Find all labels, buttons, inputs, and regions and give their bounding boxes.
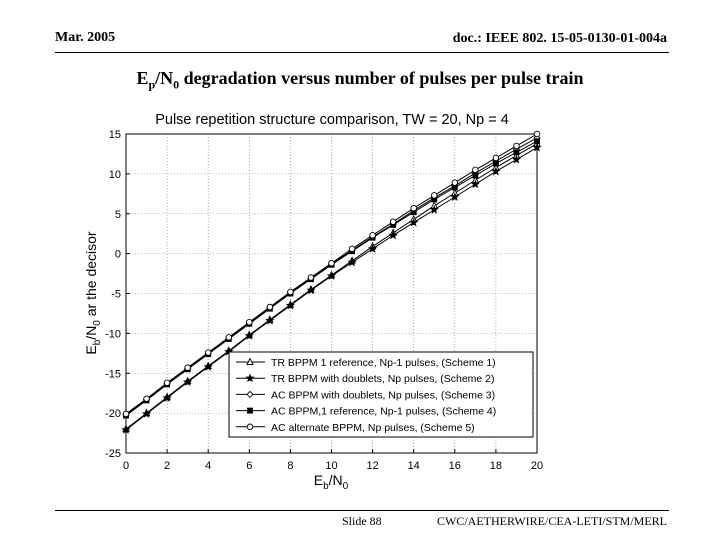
data-point [164,380,170,386]
x-tick-label: 0 [122,460,130,472]
data-point [185,365,191,371]
x-axis-label-rest: /N [328,472,343,488]
data-point [514,150,519,155]
legend-entry [236,389,495,401]
data-point [390,219,396,225]
y-tick-label: -20 [105,408,121,421]
slide-title-part2: /N [155,68,174,88]
chart-title: Pulse repetition structure comparison, TW = 20, Np = 4 [155,112,509,128]
slide-title-part3: degradation versus number of pulses per pulse train [179,68,584,88]
x-axis-label-main: E [313,472,324,488]
legend-entry [236,357,496,369]
x-tick-label: 16 [448,460,461,472]
x-tick-label: 4 [205,460,212,472]
legend-entry [236,406,496,418]
y-tick-label: -5 [111,288,121,301]
y-tick-label: -25 [105,448,121,460]
data-point [452,180,458,186]
y-tick-label: 0 [114,248,121,261]
data-point [535,139,540,144]
y-axis-label-rest: /N [83,325,99,340]
y-axis-label-sub: b [92,339,103,346]
data-point [226,335,232,341]
x-axis-label-sub: b [323,481,329,492]
legend-swatch-marker [247,424,253,430]
legend-label: AC alternate BPPM, Np pulses, (Scheme 5) [271,421,475,434]
footer-divider [55,510,669,511]
x-tick-label: 2 [164,460,171,472]
data-point [267,304,273,310]
legend-swatch-marker [248,408,253,413]
y-tick-label: -10 [105,328,121,341]
legend-label: AC BPPM,1 reference, Np-1 pulses, (Scheme 4) [271,405,497,418]
x-tick-label: 18 [489,460,503,472]
legend-entry [236,422,475,434]
x-tick-label: 10 [325,460,338,472]
data-point [247,319,253,325]
y-axis-label-sub2: 0 [92,320,103,326]
slide-title-sub1: p [148,77,156,92]
data-point [308,275,314,281]
legend-label: TR BPPM 1 reference, Np-1 pulses, (Scheme 1) [271,357,496,369]
data-point [493,161,498,166]
legend [229,352,533,437]
x-tick-label: 6 [246,460,253,472]
data-point [370,232,376,238]
footer-org: CWC/AETHERWIRE/CEA-LETI/STM/MERL [437,514,667,528]
x-axis-label-sub2: 0 [342,481,349,492]
y-axis-label-main: E [83,345,99,355]
header-date: Mar. 2005 [55,30,116,45]
x-axis-label [314,472,349,492]
data-point [205,350,211,356]
data-point [411,205,417,211]
header-doc-id: doc.: IEEE 802. 15-05-0130-01-004a [452,31,667,46]
x-tick-label: 8 [287,460,294,472]
y-tick-label: 15 [108,129,121,141]
data-point [431,193,437,199]
x-tick-label: 14 [407,460,420,472]
data-point [534,131,540,137]
data-point [288,289,294,295]
slide-title-part1: E [136,68,149,88]
y-tick-label: 5 [114,208,121,221]
data-point [514,143,520,149]
slide-title-sub2: 0 [173,77,180,92]
data-point [123,411,129,417]
y-tick-label: 10 [108,168,121,181]
y-axis-label [83,231,103,355]
footer-slide-number: Slide 88 [342,514,382,528]
y-tick-label: -15 [105,368,121,381]
data-point [473,173,478,178]
data-point [473,167,479,173]
data-point [349,246,355,252]
data-point [144,396,150,402]
x-tick-label: 12 [366,460,379,472]
y-axis-label-tail: ar the decisor [83,231,99,321]
x-tick-label: 20 [530,460,544,472]
data-point [329,260,335,266]
legend-label: AC BPPM with doublets, Np pulses, (Scheme 3) [271,389,496,402]
legend-entry [236,373,495,385]
legend-label: TR BPPM with doublets, Np pulses, (Scheme 2) [271,373,495,386]
data-point [493,155,499,161]
